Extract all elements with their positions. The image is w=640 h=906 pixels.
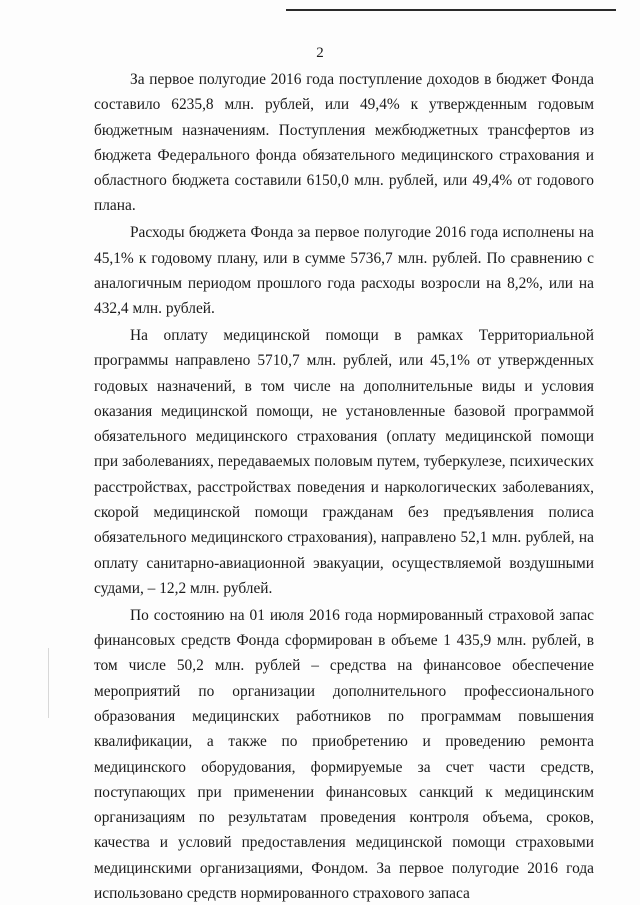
paragraph-medical-care: На оплату медицинской помощи в рамках Территориальной программы направлено 5710,7 млн. рублей, или 45,1% от утвержденных годовых назначений, в том числе на дополнительные виды и условия оказания медицинской помощи, не установленные базовой программой обязательного медицинского страхования (оплату медицинской помощи при заболеваниях, передаваемых половым путем, туберкулезе, психических расстройствах, расстройствах поведения и наркологических заболеваниях, скорой медицинской помощи гражданам без предъявления полиса обязательного медицинского страхования), направлено 52,1 млн. рублей, на оплату санитарно-авиационной эвакуации, осуществляемой воздушными судами, – 12,2 млн. рублей. [94, 326, 594, 597]
paragraph-insurance-reserve: По состоянию на 01 июля 2016 года нормированный страховой запас финансовых средств Фонда сформирован в объеме 1 435,9 млн. рублей, в том числе 50,2 млн. рублей – средства на финансовое обеспечение мероприятий по организации дополнительного профессионального образования медицинских работников по программам повышения квалификации, а также по приобретению и проведению ремонта медицинского оборудования, формируемые за счет части средств, поступающих при применении финансовых санкций к медицинским организациям по результатам проведения контроля объема, сроков, качества и условий предоставления медицинской помощи страховыми медицинскими организациями, Фондом. За первое полугодие 2016 года использовано средств нормированного страхового запаса [94, 606, 594, 902]
paragraph-expenses: Расходы бюджета Фонда за первое полугодие 2016 года исполнены на 45,1% к годовому плану, или в сумме 5736,7 млн. рублей. По сравнению с аналогичным периодом прошлого года расходы возросли на 8,2%, или на 432,4 млн. рублей. [94, 224, 594, 318]
body-text [94, 67, 594, 906]
header-rule [286, 9, 616, 11]
scan-artifact [48, 648, 49, 718]
paragraph-revenue: За первое полугодие 2016 года поступление доходов в бюджет Фонда составило 6235,8 млн. рублей, или 49,4% к утвержденным годовым бюджетным назначениям. Поступления межбюджетных трансфертов из бюджета Федерального фонда обязательного медицинского страхования и областного бюджета составили 6150,0 млн. рублей, или 49,4% от годового плана. [94, 71, 594, 215]
page-number: 2 [316, 45, 324, 61]
